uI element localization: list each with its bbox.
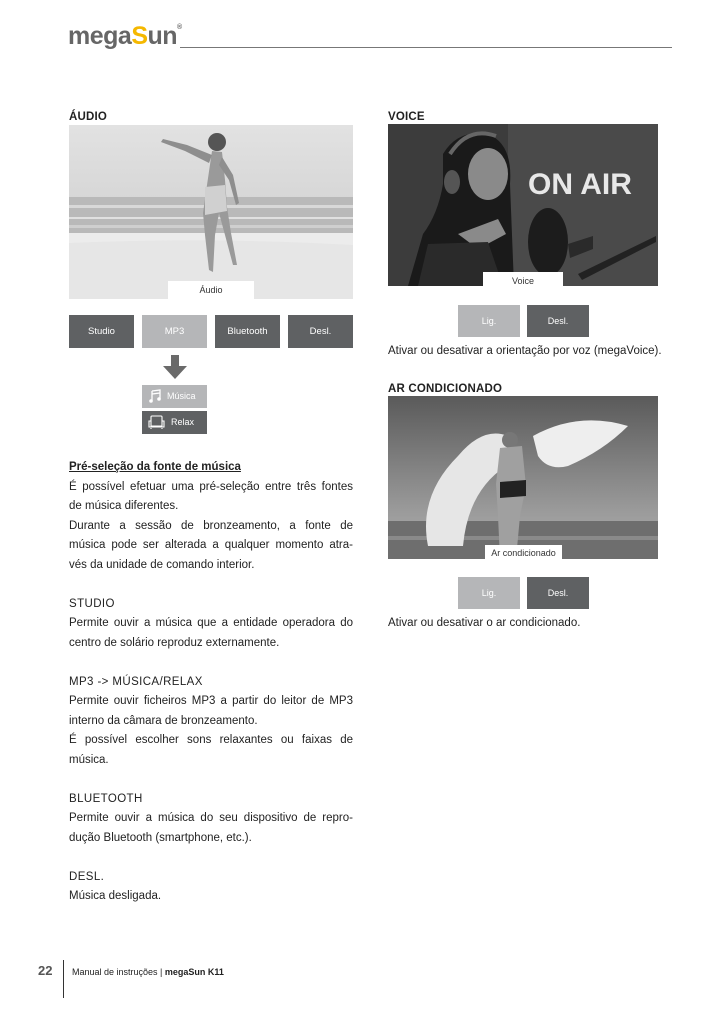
ac-heading: AR CONDICIONADO (388, 383, 503, 395)
page-number: 22 (38, 963, 53, 978)
music-icon (149, 389, 164, 404)
footer-divider (63, 960, 64, 998)
off-line: Música desligada. (69, 890, 162, 902)
bluetooth-line: Permite ouvir a música do seu dispositivo de repro- (69, 812, 353, 824)
mp3-line: Permite ouvir ficheiros MP3 a partir do leitor de MP3 (69, 695, 353, 707)
music-button[interactable] (142, 385, 207, 408)
audio-description (69, 458, 353, 907)
voice-photo (388, 124, 658, 286)
bluetooth-title: BLUETOOTH (69, 792, 143, 805)
preselect-line: Durante a sessão de bronzeamento, a fonte de (69, 519, 353, 532)
audio-photo (69, 125, 353, 299)
armchair-icon (148, 415, 165, 430)
ac-description: Ativar ou desativar o ar condicionado. (388, 617, 581, 629)
ac-photo (388, 396, 658, 559)
off-title: DESL. (69, 870, 105, 883)
bluetooth-button[interactable]: Bluetooth (215, 315, 280, 348)
audio-off-button[interactable]: Desl. (288, 315, 353, 348)
mp3-line: música. (69, 753, 109, 766)
studio-line: centro de solário reproduz externamente. (69, 636, 280, 649)
studio-title: STUDIO (69, 597, 115, 610)
mp3-line: É possível escolher sons relaxantes ou faixas de (69, 734, 353, 746)
ac-photo-caption: Ar condicionado (485, 545, 562, 562)
preselect-line: vés da unidade de comando interior. (69, 558, 255, 571)
voice-off-button[interactable]: Desl. (527, 305, 589, 337)
arrow-down-icon (162, 355, 188, 381)
voice-on-button[interactable]: Lig. (458, 305, 520, 337)
ac-on-button[interactable]: Lig. (458, 577, 520, 609)
bluetooth-line: dução Bluetooth (smartphone, etc.). (69, 831, 252, 844)
voice-photo-caption: Voice (483, 272, 563, 290)
studio-button[interactable]: Studio (69, 315, 134, 348)
preselect-line: É possível efetuar uma pré-seleção entre três fontes (69, 480, 353, 493)
preselect-title: Pré-seleção da fonte de música (69, 461, 241, 473)
footer-text: Manual de instruções | megaSun K11 (72, 967, 224, 977)
on-air-sign: ON AIR (528, 168, 632, 201)
audio-photo-caption: Áudio (168, 281, 254, 299)
header-rule (180, 47, 672, 48)
music-button-label: Música (167, 391, 196, 401)
relax-button[interactable] (142, 411, 207, 434)
voice-heading: VOICE (388, 111, 425, 123)
studio-line: Permite ouvir a música que a entidade operadora do (69, 617, 353, 629)
relax-button-label: Relax (171, 417, 195, 427)
logo: megaSun® (68, 22, 182, 50)
audio-heading: ÁUDIO (69, 111, 108, 123)
voice-description: Ativar ou desativar a orientação por voz (megaVoice). (388, 345, 662, 357)
preselect-line: de música diferentes. (69, 500, 179, 512)
mp3-title: MP3 -> MÚSICA/RELAX (69, 675, 203, 688)
mp3-line: interno da câmara de bronzeamento. (69, 714, 258, 727)
ac-off-button[interactable]: Desl. (527, 577, 589, 609)
mp3-button[interactable]: MP3 (142, 315, 207, 348)
preselect-line: música pode ser alterada a qualquer momento atra- (69, 539, 353, 551)
